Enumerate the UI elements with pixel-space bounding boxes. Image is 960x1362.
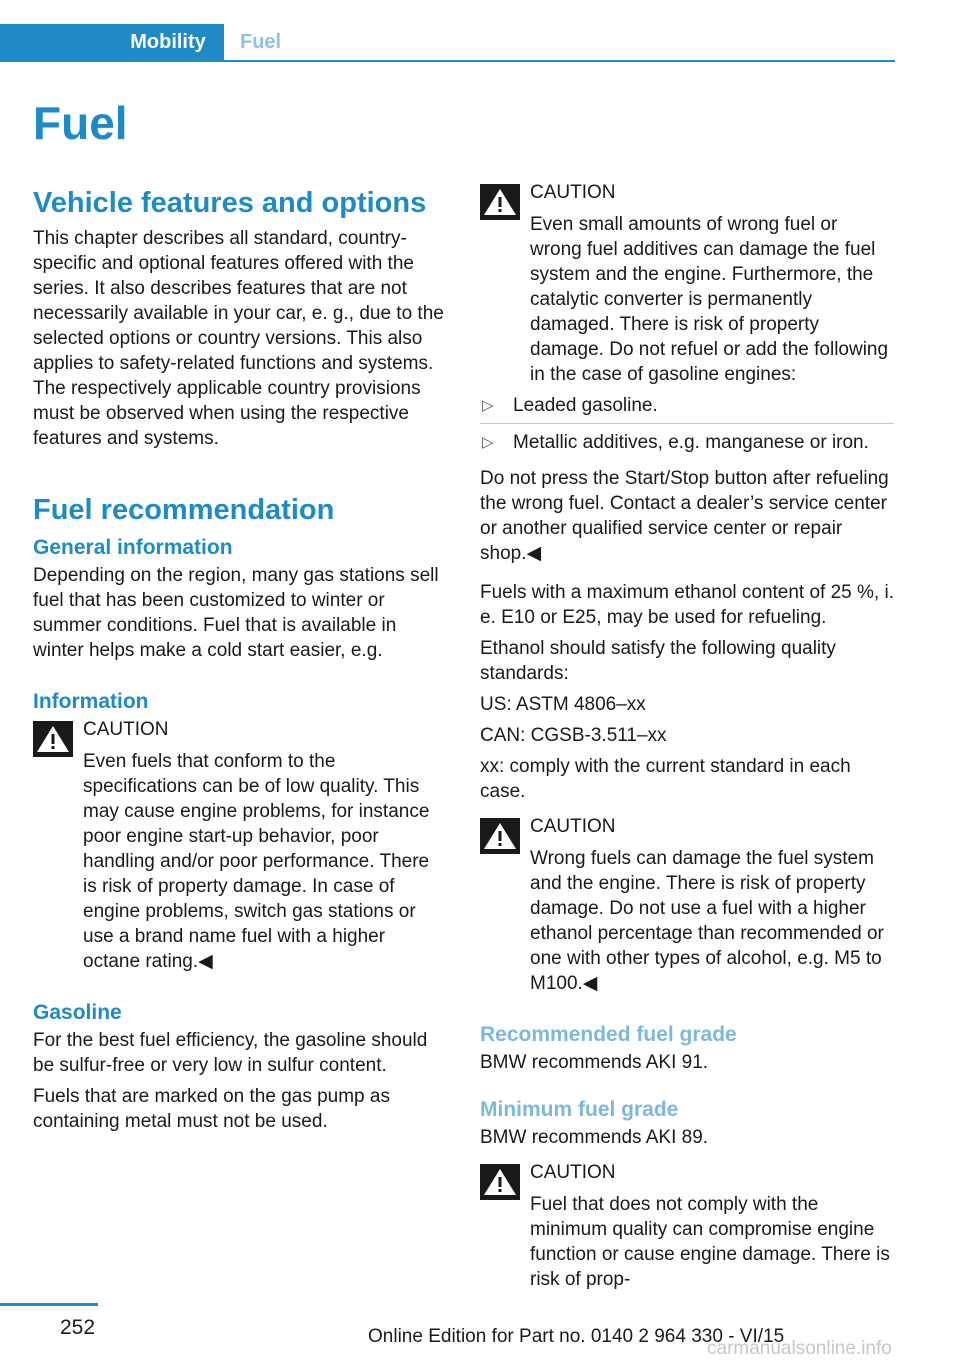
heading-fuel-recommendation: Fuel recommendation bbox=[33, 494, 335, 526]
footer-accent-line bbox=[0, 1303, 98, 1306]
paragraph-ethanol-2: Ethanol should satisfy the following quality standards: bbox=[480, 638, 836, 684]
paragraph-ethanol-1: Fuels with a maximum ethanol content of 25 %, i. e. E10 or E25, may be used for refueling. bbox=[480, 582, 894, 628]
paragraph-start-stop: Do not press the Start/Stop button after refueling the wrong fuel. Contact a dealer’s service center or another qualified service center or repair shop.◀ bbox=[480, 468, 889, 564]
heading-vehicle-features: Vehicle features and options bbox=[33, 187, 427, 219]
caution-text: Even small amounts of wrong fuel or wrong fuel additives can damage the fuel system and the engine. Furthermore, the catalytic converter is permanently damaged. There is risk of property damage. Do not refuel or add the following in the case of gasoline engines: bbox=[530, 214, 889, 385]
triangle-bullet-icon: ▷ bbox=[482, 434, 494, 451]
paragraph-general-information: Depending on the region, many gas stations sell fuel that has been customized to winter or summer conditions. Fuel that is available in winter helps make a cold start easier, e.g. bbox=[33, 565, 439, 661]
heading-gasoline: Gasoline bbox=[33, 1001, 122, 1024]
caution-block bbox=[33, 717, 447, 974]
header-tab-bar bbox=[0, 24, 895, 62]
left-column bbox=[33, 180, 447, 1140]
caution-block bbox=[480, 814, 894, 996]
paragraph-gasoline-2: Fuels that are marked on the gas pump as containing metal must not be used. bbox=[33, 1086, 390, 1132]
caution-label: CAUTION bbox=[530, 816, 616, 837]
caution-text: Even fuels that conform to the specifications can be of low quality. This may cause engine problems, for instance poor engine start-up behavior, poor handling and/or poor performance. There is risk of property damage. In case of engine problems, switch gas stations or use a brand name fuel with a higher octane rating.◀ bbox=[83, 751, 430, 972]
warning-triangle-icon bbox=[480, 818, 520, 854]
triangle-bullet-icon: ▷ bbox=[482, 397, 494, 414]
tab-spacer bbox=[0, 24, 112, 60]
caution-label: CAUTION bbox=[83, 719, 169, 740]
warning-triangle-icon bbox=[33, 721, 73, 757]
right-column bbox=[480, 180, 894, 1298]
standard-us: US: ASTM 4806–xx bbox=[480, 694, 646, 715]
heading-minimum-fuel-grade: Minimum fuel grade bbox=[480, 1098, 679, 1121]
list-item: ▷ Leaded gasoline. bbox=[480, 393, 894, 424]
page-number: 252 bbox=[60, 1316, 96, 1339]
warning-triangle-icon bbox=[480, 1164, 520, 1200]
paragraph-vehicle-features: This chapter describes all standard, country-specific and optional features offered with the series. It also describes features that are not necessarily available in your car, e. g., due to the selected options or country versions. This also applies to safety-related functions and systems. The respectively applicable country provisions must be observed when using the respective features and systems. bbox=[33, 228, 444, 449]
header-divider bbox=[0, 60, 895, 62]
caution-block bbox=[480, 180, 894, 387]
caution-label: CAUTION bbox=[530, 1162, 616, 1183]
caution-text: Fuel that does not comply with the minimum quality can compromise engine function or cause engine damage. There is risk of prop- bbox=[530, 1194, 890, 1290]
caution-block bbox=[480, 1160, 894, 1292]
tab-mobility[interactable]: Mobility bbox=[112, 24, 224, 60]
prohibited-additives-list bbox=[480, 393, 894, 460]
watermark: carmanualsonline.info bbox=[707, 1338, 892, 1359]
page-title: Fuel bbox=[33, 97, 128, 149]
tab-fuel[interactable]: Fuel bbox=[240, 31, 282, 53]
standard-can: CAN: CGSB-3.511–xx bbox=[480, 725, 667, 746]
paragraph-recommended: BMW recommends AKI 91. bbox=[480, 1052, 709, 1073]
heading-information: Information bbox=[33, 690, 149, 713]
paragraph-gasoline-1: For the best fuel efficiency, the gasoline should be sulfur-free or very low in sulfur content. bbox=[33, 1030, 428, 1076]
edition-note: Online Edition for Part no. 0140 2 964 330 - VI/15 bbox=[368, 1326, 785, 1347]
list-item: ▷ Metallic additives, e.g. manganese or iron. bbox=[482, 432, 869, 453]
warning-triangle-icon bbox=[480, 184, 520, 220]
caution-text: Wrong fuels can damage the fuel system and the engine. There is risk of property damage. Do not use a fuel with a higher ethanol percentage than recommended or one with other types of alcohol, e.g. M5 to M100.◀ bbox=[530, 848, 884, 994]
heading-general-information: General information bbox=[33, 536, 233, 559]
heading-recommended-fuel-grade: Recommended fuel grade bbox=[480, 1023, 737, 1046]
paragraph-minimum: BMW recommends AKI 89. bbox=[480, 1127, 709, 1148]
paragraph-standard-note: xx: comply with the current standard in each case. bbox=[480, 756, 851, 802]
caution-label: CAUTION bbox=[530, 182, 616, 203]
